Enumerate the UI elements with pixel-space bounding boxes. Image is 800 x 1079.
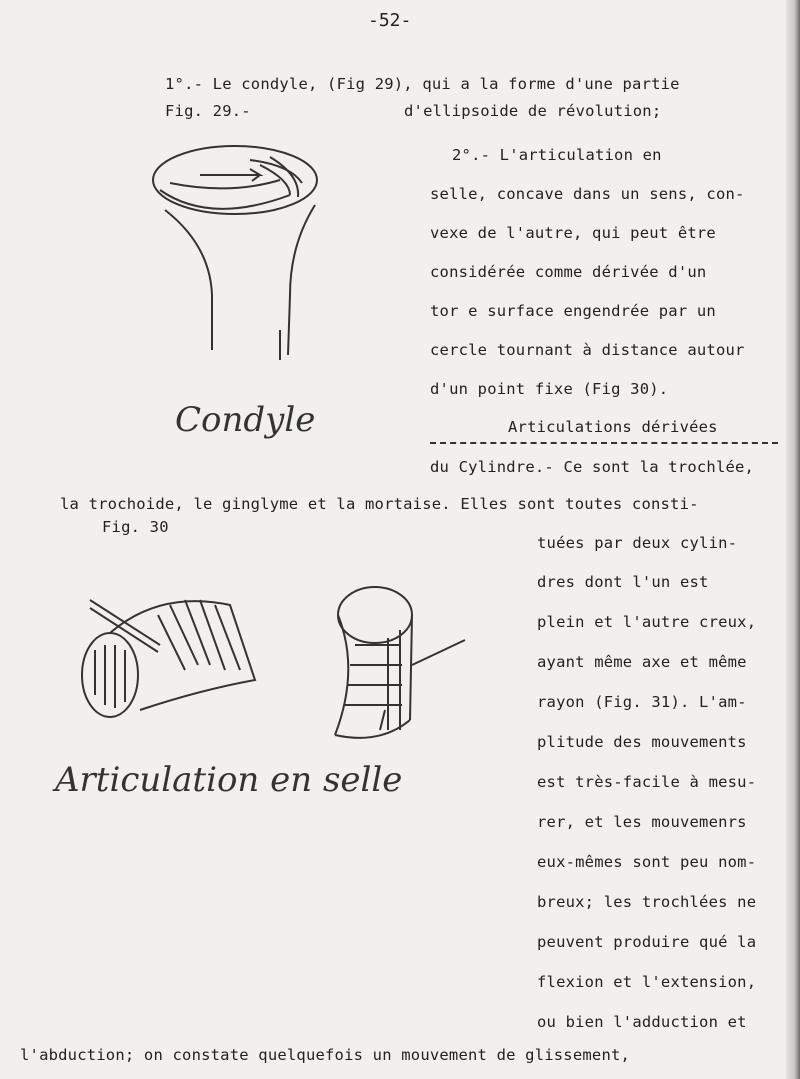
fig29-label: Fig. 29.-	[165, 102, 251, 120]
text-line-25: l'abduction; on constate quelquefois un mouvement de glissement,	[20, 1046, 631, 1064]
text-line-20: eux-mêmes sont peu nom-	[537, 853, 757, 871]
section-heading: Articulations dérivées	[508, 418, 718, 436]
text-line-6: considérée comme dérivée d'un	[430, 263, 707, 281]
text-line-4: selle, concave dans un sens, con-	[430, 185, 745, 203]
fig30-saddle-joint-drawing	[80, 570, 480, 760]
text-line-17: plitude des mouvements	[537, 733, 747, 751]
text-line-13: dres dont l'un est	[537, 573, 709, 591]
text-line-23: flexion et l'extension,	[537, 973, 757, 991]
text-line-12: tuées par deux cylin-	[537, 534, 738, 552]
text-line-24: ou bien l'adduction et	[537, 1013, 747, 1031]
text-line-18: est très-facile à mesu-	[537, 773, 757, 791]
text-line-8: cercle tournant à distance autour	[430, 341, 745, 359]
text-line-9: d'un point fixe (Fig 30).	[430, 380, 669, 398]
text-line-7: tor e surface engendrée par un	[430, 302, 716, 320]
text-line-19: rer, et les mouvemenrs	[537, 813, 747, 831]
text-line-1: 1°.- Le condyle, (Fig 29), qui a la forme d'une partie	[165, 75, 680, 93]
text-line-16: rayon (Fig. 31). L'am-	[537, 693, 747, 711]
fig29-condyle-drawing	[140, 135, 380, 395]
text-line-3: 2°.- L'articulation en	[452, 146, 662, 164]
handwritten-condyle-caption: Condyle	[175, 400, 316, 440]
text-line-10: du Cylindre.- Ce sont la trochlée,	[430, 458, 755, 476]
text-line-14: plein et l'autre creux,	[537, 613, 757, 631]
text-line-2: d'ellipsoide de révolution;	[404, 102, 662, 120]
page-number: -52-	[368, 10, 412, 31]
text-line-22: peuvent produire qué la	[537, 933, 757, 951]
text-line-5: vexe de l'autre, qui peut être	[430, 224, 716, 242]
text-line-21: breux; les trochlées ne	[537, 893, 757, 911]
page-edge-shadow	[786, 0, 800, 1079]
text-line-15: ayant même axe et même	[537, 653, 747, 671]
fig30-label: Fig. 30	[102, 518, 169, 536]
heading-underline	[430, 442, 778, 444]
text-line-11: la trochoide, le ginglyme et la mortaise. Elles sont toutes consti-	[60, 495, 699, 513]
handwritten-articulation-caption: Articulation en selle	[55, 760, 403, 800]
